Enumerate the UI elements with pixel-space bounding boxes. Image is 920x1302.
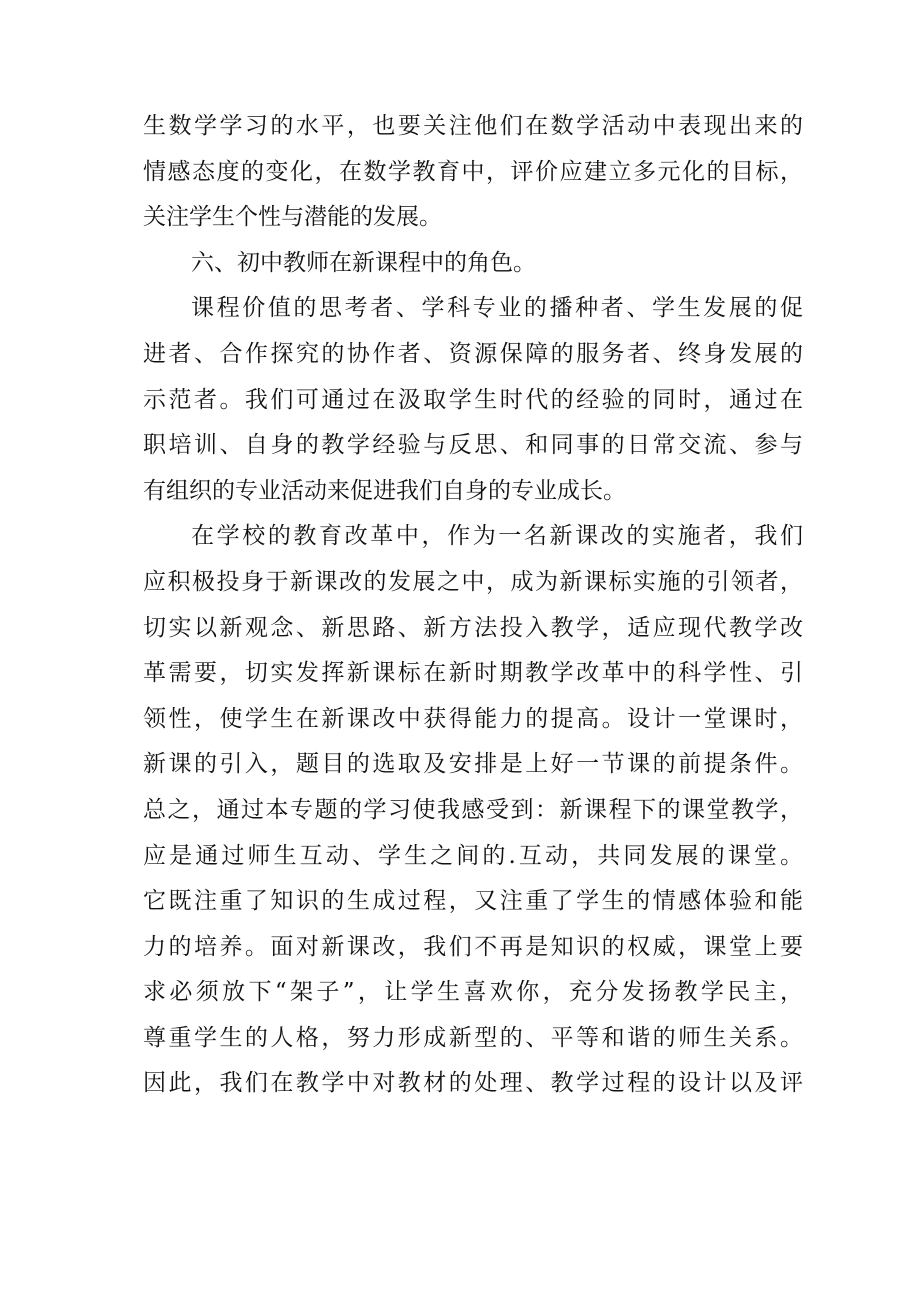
text-line: 关注学生个性与潜能的发展。 <box>143 204 442 231</box>
text-line: 它既注重了知识的生成过程，又注重了学生的情感体验和能 <box>143 888 803 915</box>
text-line: 在学校的教育改革中，作为一名新课改的实施者，我们 <box>191 523 803 550</box>
text-line: 力的培养。面对新课改，我们不再是知识的权威，课堂上要 <box>143 933 803 960</box>
text-line: 总之，通过本专题的学习使我感受到：新课程下的课堂教学， <box>143 796 803 823</box>
text-line: 生数学学习的水平，也要关注他们在数学活动中表现出来的 <box>143 113 803 139</box>
text-line: 示范者。我们可通过在汲取学生时代的经验的同时，通过在 <box>143 386 803 413</box>
text-line: 尊重学生的人格，努力形成新型的、平等和谐的师生关系。 <box>143 1024 803 1051</box>
text-line: 求必须放下“架子”，让学生喜欢你，充分发扬教学民主， <box>143 979 803 1006</box>
text-line: 切实以新观念、新思路、新方法投入教学，适应现代教学改 <box>143 614 803 641</box>
section-heading: 六、初中教师在新课程中的角色。 <box>191 249 536 276</box>
text-line: 情感态度的变化，在数学教育中，评价应建立多元化的目标， <box>143 158 803 185</box>
text-line: 进者、合作探究的协作者、资源保障的服务者、终身发展的 <box>143 340 803 367</box>
text-line: 新课的引入，题目的选取及安排是上好一节课的前提条件。 <box>143 751 803 778</box>
text-line: 革需要，切实发挥新课标在新时期教学改革中的科学性、引 <box>143 660 803 687</box>
body-text <box>143 104 803 1107</box>
text-line: 课程价值的思考者、学科专业的播种者、学生发展的促 <box>191 295 803 322</box>
text-line: 应积极投身于新课改的发展之中，成为新课标实施的引领者， <box>143 568 803 595</box>
text-line: 职培训、自身的教学经验与反思、和同事的日常交流、参与 <box>143 432 803 459</box>
text-line: 应是通过师生互动、学生之间的.互动，共同发展的课堂。 <box>143 842 803 869</box>
text-line: 有组织的专业活动来促进我们自身的专业成长。 <box>143 477 626 504</box>
text-line: 领性，使学生在新课改中获得能力的提高。设计一堂课时， <box>143 705 803 732</box>
text-line: 因此，我们在教学中对教材的处理、教学过程的设计以及评 <box>143 1070 803 1097</box>
